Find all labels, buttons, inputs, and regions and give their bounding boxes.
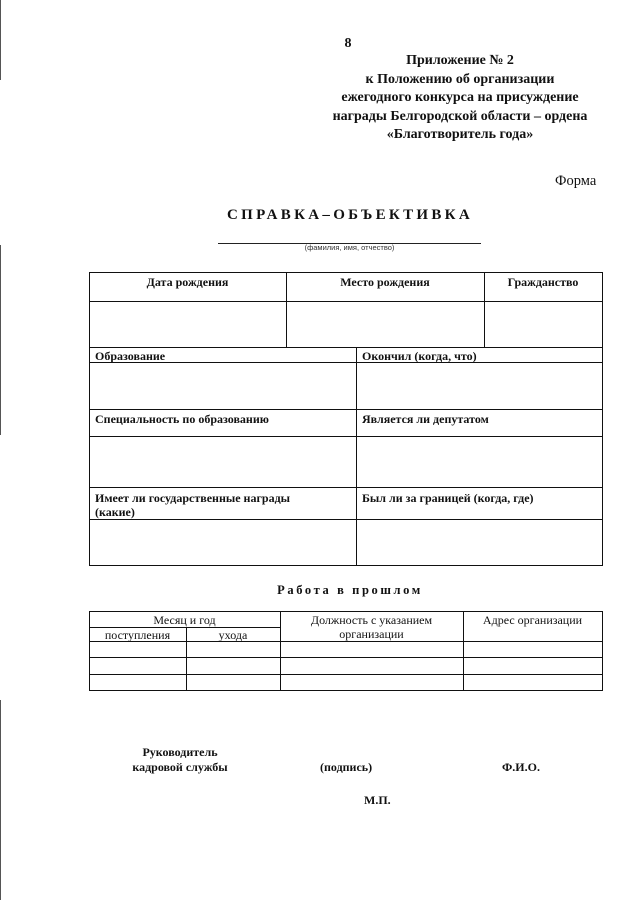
appendix-line: «Благотворитель года» — [386, 127, 534, 142]
scan-edge-line — [0, 700, 1, 900]
head-label — [120, 745, 240, 775]
table-line — [89, 674, 603, 675]
signature-label: (подпись) — [320, 760, 373, 774]
birth-place-header: Место рождения — [340, 275, 430, 289]
arrival-header: поступления — [104, 628, 171, 642]
table-line — [89, 409, 603, 410]
table-line — [89, 611, 603, 612]
document-title: СПРАВКА–ОБЪЕКТИВКА — [227, 207, 473, 223]
month-year-header: Месяц и год — [153, 613, 216, 627]
education-label: Образование — [95, 349, 166, 363]
birth-date-header: Дата рождения — [146, 275, 229, 289]
awards-label-line: (какие) — [95, 505, 135, 519]
table-line — [89, 690, 603, 691]
position-header-line: организации — [339, 627, 404, 641]
appendix-line: ежегодного конкурса на присуждение — [341, 90, 579, 105]
position-header — [280, 613, 463, 641]
table-line — [89, 436, 603, 437]
address-header: Адрес организации — [482, 613, 583, 627]
appendix-line: награды Белгородской области – ордена — [332, 108, 588, 124]
specialty-label: Специальность по образованию — [95, 412, 269, 426]
table-line — [89, 301, 603, 302]
appendix-line: Приложение № 2 — [406, 53, 514, 68]
appendix-line: к Положению об организации — [365, 71, 555, 87]
scan-edge-line — [0, 0, 1, 80]
head-label-line: Руководитель — [142, 745, 218, 759]
position-header-line: Должность с указанием — [310, 613, 433, 627]
head-label-line: кадровой службы — [132, 760, 228, 774]
deputy-label: Является ли депутатом — [362, 412, 489, 426]
awards-label — [95, 491, 290, 519]
departure-header: ухода — [218, 628, 248, 642]
table-line — [89, 272, 603, 273]
stamp-label: М.П. — [364, 793, 391, 807]
table-line — [89, 347, 603, 348]
graduated-label: Окончил (когда, что) — [362, 349, 477, 363]
table-line — [89, 565, 603, 566]
page-number: 8 — [344, 36, 352, 51]
past-work-title: Работа в прошлом — [277, 583, 423, 597]
table-line — [89, 519, 603, 520]
form-label: Форма — [555, 173, 597, 189]
table-line — [356, 347, 357, 566]
table-line — [89, 657, 603, 658]
table-line — [89, 272, 90, 566]
table-line — [89, 487, 603, 488]
table-line — [89, 362, 603, 363]
table-line — [602, 611, 603, 691]
table-line — [602, 272, 603, 566]
fio-label: Ф.И.О. — [502, 760, 540, 774]
fio-caption: (фамилия, имя, отчество) — [304, 243, 395, 252]
appendix-header — [290, 52, 630, 145]
awards-label-line: Имеет ли государственные награды — [95, 491, 291, 505]
citizenship-header: Гражданство — [507, 275, 579, 289]
abroad-label: Был ли за границей (когда, где) — [362, 491, 534, 505]
scan-edge-line — [0, 245, 1, 435]
